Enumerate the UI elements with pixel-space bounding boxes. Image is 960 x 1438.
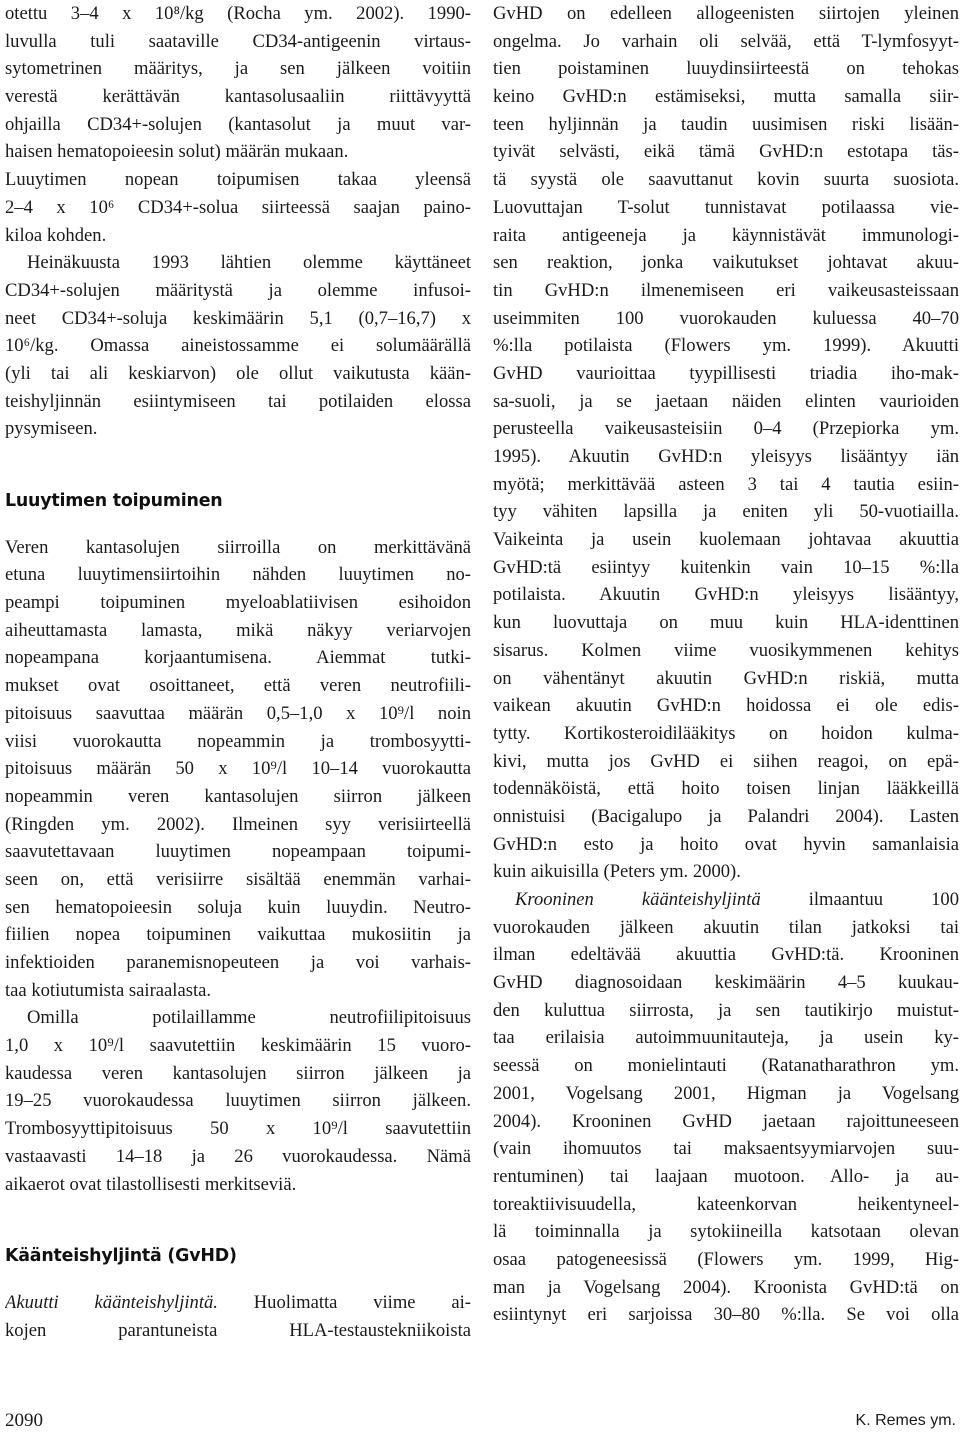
text-line: on vähentänyt akuutin GvHD:n riskiä, mutta [493, 667, 959, 689]
text-line: tin GvHD:n ilmenemiseen eri vaikeusasteissaan [493, 279, 959, 301]
text-line: sa-suoli, ja se jaetaan näiden elinten vaurioiden [493, 390, 959, 412]
text-line [493, 886, 959, 914]
text-line: seen on, että verisiirre sisältää enemmän varhai- [5, 868, 471, 890]
italic-run-in-heading: Krooninen käänteishyljintä [515, 889, 761, 910]
text-line: 19–25 vuorokaudessa luuytimen siirron jälkeen. [5, 1090, 471, 1112]
text-line: sen reaktion, jonka vaikutukset johtavat akuu- [493, 252, 959, 274]
text-line: kiloa kohden. [5, 224, 107, 246]
text-line: (vain ihomuutos tai maksaentsyymiarvojen suu- [493, 1138, 959, 1160]
text-line: tyivät selvästi, eikä tämä GvHD:n estotapa täs- [493, 141, 959, 163]
text-line: sisarus. Kolmen viime vuosikymmenen kehitys [493, 639, 959, 661]
text-line: mukset ovat osoittaneet, että veren neutrofiili- [5, 675, 471, 697]
text-line: osaa patogeneesissä (Flowers ym. 1999, Hig- [493, 1248, 959, 1270]
text-line: Veren kantasolujen siirroilla on merkittävänä [5, 536, 471, 558]
text-line: verestä kerättävän kantasolusaaliin riittävyyttä [5, 86, 471, 108]
text-line: onnistuisi (Bacigalupo ja Palandri 2004). Lasten [493, 805, 959, 827]
text-line: pysymiseen. [5, 418, 98, 440]
text-line: fiilien nopea toipuminen vaikuttaa mukosiitin ja [5, 924, 471, 946]
text-line: useimmiten 100 vuorokauden kuluessa 40–70 [493, 307, 959, 329]
text-line: kuin aikuisilla (Peters ym. 2000). [493, 861, 741, 883]
text-line: tien poistaminen luuydinsiirteestä on tehokas [493, 58, 959, 80]
text-line: 10⁶/kg. Omassa aineistossamme ei solumäärällä [5, 335, 471, 357]
left-text-column [5, 0, 471, 1344]
text-line: Luovuttajan T-solut tunnistavat potilaassa vie- [493, 196, 959, 218]
paragraph-gap [5, 1271, 471, 1289]
text-line: ohjailla CD34+-solujen (kantasolut ja muut var- [5, 113, 471, 135]
text-line: lä toiminnalla ja sytokiineilla katsotaan olevan [493, 1221, 959, 1243]
text-line: neet CD34+-soluja keskimäärin 5,1 (0,7–16,7) x [5, 307, 471, 329]
text-line: 2004). Krooninen GvHD jaetaan rajoittuneeseen [493, 1110, 959, 1132]
text-line: keino GvHD:n estämiseksi, mutta samalla siir- [493, 86, 959, 108]
text-line: potilaista. Akuutin GvHD:n yleisyys lisääntyy, [493, 584, 959, 606]
text-line: otettu 3–4 x 10⁸/kg (Rocha ym. 2002). 1990- [5, 3, 471, 24]
text-line: GvHD on edelleen allogeenisten siirtojen yleinen [493, 3, 959, 24]
text-line: Vaikeinta ja usein kuolemaan johtavaa akuuttia [493, 529, 959, 551]
text-line: aiheuttamasta lamasta, mikä näkyy veriarvojen [5, 619, 471, 641]
text-line: vastaavasti 14–18 ja 26 vuorokaudessa. Nämä [5, 1145, 471, 1167]
text-line: saavutettavaan luuytimen nopeampaan toipumi- [5, 841, 471, 863]
text-run: ilmaantuu 100 [760, 889, 959, 910]
text-line: kun luovuttaja on muu kuin HLA-identtinen [493, 612, 959, 634]
text-line: nopeammin veren kantasolujen siirron jälkeen [5, 785, 471, 807]
text-line: rentuminen) tai laajaan muotoon. Allo- ja au- [493, 1165, 959, 1187]
text-line: vuorokauden jälkeen akuutin tilan jatkoksi tai [493, 916, 959, 938]
text-line: 1995). Akuutin GvHD:n yleisyys lisääntyy iän [493, 446, 959, 467]
text-line: todennäköistä, että hoito toisen linjan lääkkeillä [493, 778, 959, 800]
right-text-column [493, 0, 959, 1329]
text-line: peampi toipuminen myeloablatiivisen esihoidon [5, 592, 471, 614]
text-line: %:lla potilaista (Flowers ym. 1999). Akuutti [493, 335, 959, 357]
text-line: pitoisuus saavuttaa määrän 0,5–1,0 x 10⁹/l noin [5, 702, 471, 724]
text-line: teen hyljinnän ja taudin uusimisen riski lisään- [493, 113, 959, 135]
text-line: Luuytimen nopean toipumisen takaa yleensä [5, 169, 471, 191]
text-line: sytometrinen määritys, ja sen jälkeen voitiin [5, 58, 471, 80]
text-line: perusteella vaikeusasteisiin 0–4 (Przepiorka ym. [493, 418, 959, 440]
text-line: GvHD diagnosoidaan keskimäärin 4–5 kuukau- [493, 972, 959, 994]
text-line: (yli tai ali keskiarvon) ole ollut vaikutusta kään- [5, 362, 471, 384]
text-line: kojen parantuneista HLA-testaustekniikoista [5, 1319, 471, 1341]
text-line: CD34+-solujen määritystä ja olemme infusoi- [5, 279, 471, 301]
text-line: Heinäkuusta 1993 lähtien olemme käyttäneet [27, 252, 471, 274]
text-line: tä syystä ole saavuttanut kovin suurta suosiota. [493, 169, 959, 191]
text-line: GvHD:tä esiintyy kuitenkin vain 10–15 %:lla [493, 556, 959, 578]
section-heading: Luuytimen toipuminen [5, 491, 223, 511]
text-line: 1,0 x 10⁹/l saavutettiin keskimäärin 15 vuoro- [5, 1035, 471, 1057]
text-line: vaikean akuutin GvHD:n hoidossa ei ole edis- [493, 695, 959, 717]
text-line: man ja Vogelsang 2004). Kroonista GvHD:tä on [493, 1276, 959, 1298]
text-line: tytty. Kortikosteroidilääkitys on hoidon kulma- [493, 722, 959, 744]
text-line: kivi, mutta jos GvHD ei siihen reagoi, on epä- [493, 750, 959, 772]
text-line: GvHD:n esto ja hoito ovat hyvin samanlaisia [493, 833, 959, 855]
text-line: GvHD vaurioittaa tyypillisesti triadia iho-mak- [493, 362, 959, 384]
text-line: raita antigeeneja ja käynnistävät immunologi- [493, 224, 959, 246]
text-line: myötä; merkittävää asteen 3 tai 4 tautia esiin- [493, 473, 959, 495]
text-line: seessä on monielintauti (Ratanatharathron ym. [493, 1055, 959, 1077]
text-line: taa erilaisia autoimmuunitauteja, ja usein ky- [493, 1027, 959, 1049]
text-line: sen hematopoieesin soluja kuin luuydin. Neutro- [5, 896, 471, 918]
text-line: toreaktiivisuudella, kateenkorvan heikentyneel- [493, 1193, 959, 1215]
text-line: esiintynyt eri sarjoissa 30–80 %:lla. Se voi olla [493, 1304, 959, 1326]
section-heading: Käänteishyljintä (GvHD) [5, 1246, 237, 1267]
text-line: 2–4 x 10⁶ CD34+-solua siirteessä saajan paino- [5, 196, 471, 218]
italic-run-in-heading: Akuutti käänteishyljintä. [5, 1291, 218, 1313]
text-line: taa kotiutumista sairaalasta. [5, 979, 212, 1001]
text-line [5, 1289, 471, 1317]
text-line: den kuluttua siirrosta, ja sen tautikirjo muistut- [493, 999, 959, 1021]
text-line: etuna luuytimensiirtoihin nähden luuytimen no- [5, 564, 471, 586]
text-line: infektioiden paranemisnopeuteen ja voi varhais- [5, 952, 471, 973]
text-line: 2001, Vogelsang 2001, Higman ja Vogelsang [493, 1082, 959, 1104]
page-number: 2090 [5, 1410, 43, 1431]
paragraph-gap [5, 516, 471, 534]
text-line: nopeampana korjaantumisena. Aiemmat tutki- [5, 647, 471, 669]
text-line: ilman edeltävää akuuttia GvHD:tä. Krooninen [493, 944, 959, 966]
paragraph-gap [5, 1198, 471, 1243]
text-line: pitoisuus määrän 50 x 10⁹/l 10–14 vuorokautta [5, 758, 471, 780]
running-author: K. Remes ym. [855, 1412, 956, 1429]
text-line: viisi vuorokautta nopeammin ja trombosyytti- [5, 730, 471, 752]
text-line: kaudessa veren kantasolujen siirron jälkeen ja [5, 1062, 471, 1084]
text-line: Trombosyyttipitoisuus 50 x 10⁹/l saavutettiin [5, 1118, 471, 1140]
text-line: aikaerot ovat tilastollisesti merkitseviä. [5, 1173, 297, 1195]
text-line: teishyljinnän esiintymiseen tai potilaiden elossa [5, 390, 471, 412]
text-line: ongelma. Jo varhain oli selvää, että T-lymfosyyt- [493, 30, 959, 52]
text-line: haisen hematopoieesin solut) määrän mukaan. [5, 141, 349, 163]
text-line: luvulla tuli saataville CD34-antigeenin virtaus- [5, 30, 471, 52]
text-line: tyy vähiten lapsilla ja eniten yli 50-vuotiailla. [493, 501, 959, 523]
paragraph-gap [5, 443, 471, 488]
text-line: Omilla potilaillamme neutrofiilipitoisuus [27, 1007, 471, 1029]
text-line: (Ringden ym. 2002). Ilmeinen syy verisiirteellä [5, 813, 471, 835]
text-run: Huolimatta viime ai- [217, 1291, 471, 1313]
